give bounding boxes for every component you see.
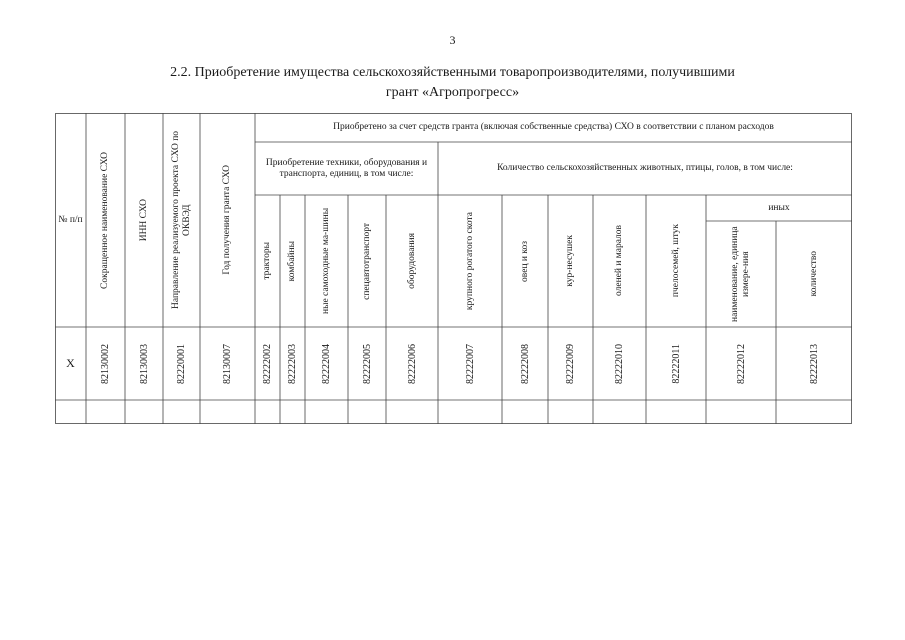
code-special-transport-value: 82222005 (361, 343, 373, 384)
header-year-label: Год получения гранта СХО (222, 165, 232, 275)
header-other (706, 195, 852, 221)
header-inn-label: ИНН СХО (138, 198, 149, 242)
header-equipment-label: Приобретение техники, оборудования и транспорта, единиц, в том числе: (265, 157, 428, 179)
header-short-name-label: Сокращенное наименование СХО (100, 151, 110, 289)
code-bees-value: 82222011 (670, 343, 682, 384)
header-animals-label: Количество сельскохозяйственных животных, птицы, голов, в том числе: (497, 163, 793, 173)
header-acquired-label: Приобретено за счет средств гранта (включая собственные средства) СХО в соответствии с планом расходов (333, 122, 774, 132)
code-self-propelled-value: 82222004 (321, 343, 332, 384)
header-special-transport (348, 195, 386, 327)
header-combines-label: комбайны (287, 240, 297, 282)
code-tractors (255, 327, 280, 400)
header-num-label: № п/п (58, 214, 83, 225)
header-tractors (255, 195, 280, 327)
header-combines (280, 195, 305, 327)
code-deer (593, 327, 646, 400)
header-equipment (255, 142, 438, 195)
header-direction-label: Направление реализуемого проекта СХО по ОКВЭД (170, 130, 192, 310)
code-cattle (438, 327, 502, 400)
header-num (55, 113, 86, 327)
header-special-transport-label: спецавтотранспорт (361, 222, 372, 300)
code-deer-value: 82222010 (614, 343, 625, 384)
code-other-qty (776, 327, 852, 400)
header-cattle (438, 195, 502, 327)
code-cattle-value: 82222007 (464, 343, 476, 384)
code-bees (646, 327, 706, 400)
header-other-name (706, 221, 776, 327)
header-sheep-goats-label: овец и коз (519, 240, 530, 282)
code-inn-value: 82130003 (138, 343, 150, 384)
header-tractors-label: тракторы (262, 242, 272, 280)
code-other-name (706, 327, 776, 400)
code-combines (280, 327, 305, 400)
section-title (120, 63, 785, 103)
code-sheep-goats (502, 327, 548, 400)
code-special-transport (348, 327, 386, 400)
header-self-propelled-label: ные самоходные ма-шины (321, 207, 331, 315)
header-acquired (255, 113, 852, 142)
header-deer (593, 195, 646, 327)
header-other-qty (776, 221, 852, 327)
header-hens-label: кур-несушек (565, 235, 575, 287)
header-other-name-label: наименование, единица измере-ния (730, 226, 751, 322)
header-other-qty-label: количество (808, 251, 819, 297)
code-year-value: 82130007 (222, 343, 233, 384)
code-year (200, 327, 255, 400)
code-other-qty-value: 82222013 (808, 343, 820, 384)
page-number: 3 (449, 33, 456, 47)
header-inn (125, 113, 163, 327)
header-direction (163, 113, 200, 327)
header-machinery (386, 195, 438, 327)
code-self-propelled (305, 327, 348, 400)
header-deer-label: оленей и маралов (614, 225, 624, 297)
code-sheep-goats-value: 82222008 (519, 343, 531, 384)
header-short-name (86, 113, 125, 327)
header-self-propelled (305, 195, 348, 327)
header-year (200, 113, 255, 327)
title-line-2: грант «Агропрогресс» (385, 85, 520, 100)
code-machinery-value: 82222006 (406, 343, 418, 384)
header-machinery-label: оборудования (406, 233, 417, 289)
code-num: Х (66, 356, 75, 370)
header-bees-label: пчелосемей, штук (670, 224, 681, 298)
header-sheep-goats (502, 195, 548, 327)
code-other-name-value: 82222012 (735, 343, 747, 384)
code-tractors-value: 82222002 (262, 343, 273, 384)
title-line-1: 2.2. Приобретение имущества сельскохозяйственными товаропроизводителями, получившими (170, 65, 735, 80)
code-short-name (86, 327, 125, 400)
code-combines-value: 82222003 (287, 343, 298, 384)
code-direction-value: 82220001 (176, 343, 187, 384)
code-short-name-value: 82130002 (100, 343, 111, 384)
header-animals (438, 142, 852, 195)
code-direction (163, 327, 200, 400)
acquisition-table (55, 113, 852, 424)
code-machinery (386, 327, 438, 400)
code-hens (548, 327, 593, 400)
header-cattle-label: крупного рогатого скота (464, 211, 475, 311)
header-hens (548, 195, 593, 327)
header-bees (646, 195, 706, 327)
header-other-label: иных (768, 202, 790, 213)
code-hens-value: 82222009 (565, 343, 576, 384)
code-inn (125, 327, 163, 400)
